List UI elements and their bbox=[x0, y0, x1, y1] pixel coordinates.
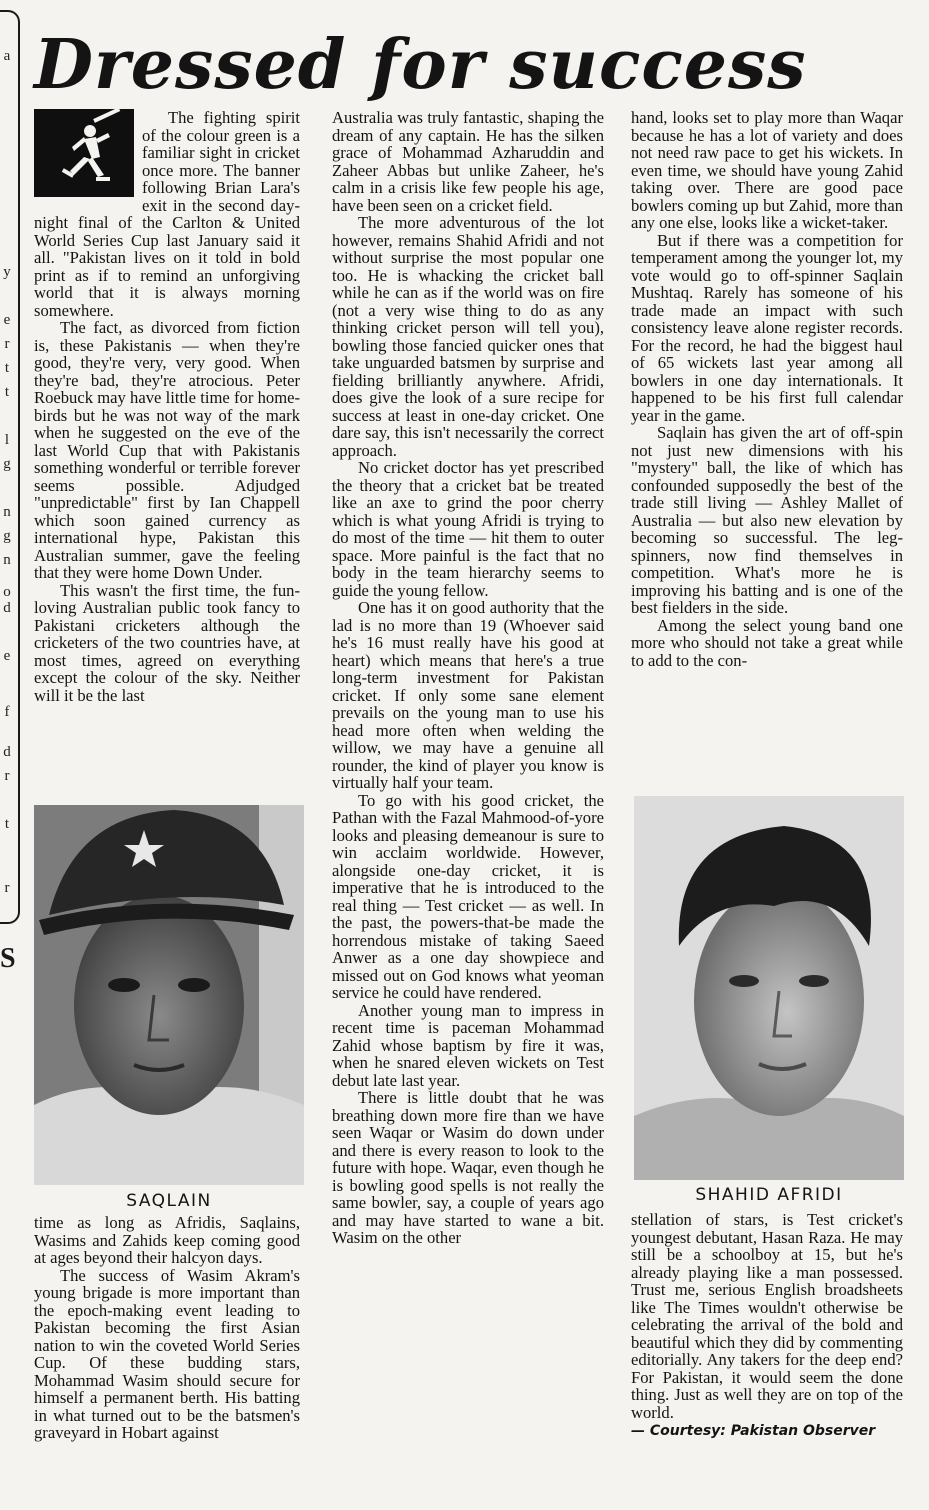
paragraph: One has it on good authority that the lad is no more than 19 (Whoever said he's 16 must really have his good at heart) which means that here's a true long-term investment for Pakistan cricket. If only some sane element prevails on the young man to use his head more often when welding the willow, we may have a genuine all rounder, the kind of player you know is virtually half your team. bbox=[332, 598, 604, 792]
adjacent-column-letter: t bbox=[4, 384, 10, 400]
paragraph: The fact, as divorced from fiction is, these Pakistanis — when they're good, they're very, very good. When they're bad, they're atrocious. Peter Roebuck may have little time for home-birds but he was not way of the mark when he suggested on the eve of the last World Cup that with Pakistanis something wonderful or terrible forever seems possible. Adjudged "unpredictable" first by Ian Chappell which soon gained currency as international hype, Pakistan this Australian summer, gave the feeling that they were home Down Under. bbox=[34, 318, 300, 582]
adjacent-column-letter: d bbox=[3, 600, 11, 616]
paragraph: The success of Wasim Akram's young brigade is more important than the epoch-making event leading to Pakistan becoming the first Asian nation to win the coveted World Series Cup. Of these budding stars, Mohammad Wasim should secure for himself a permanent berth. His batting in what turned out to be the batsmen's graveyard in Hobart against bbox=[34, 1265, 300, 1442]
photo-shahid-afridi bbox=[634, 796, 904, 1180]
adjacent-heading-fragment: S bbox=[0, 943, 16, 974]
paragraph: Australia was truly fantastic, shaping the dream of any captain. He has the silken grace of Mohammad Azharuddin and Zaheer Abbas but unlike Zaheer, he's calm in a crisis like few people his age, have been seen on a cricket field. bbox=[332, 109, 604, 215]
article-column-2 bbox=[332, 109, 604, 1489]
article-column-1 bbox=[34, 109, 300, 804]
adjacent-column-letter: e bbox=[3, 648, 11, 664]
adjacent-column-letter: y bbox=[3, 264, 11, 280]
adjacent-column-letter: a bbox=[3, 48, 11, 64]
paragraph: stellation of stars, is Test cricket's youngest debutant, Hasan Raza. He may still be a schoolboy at 15, but he's already playing like a man possessed. Trust me, serious English broadsheets like The Times wouldn't otherwise be celebrating the arrival of the bold and beautiful which they did by commenting editorially. Any takers for the deep end? For Pakistan, it would seem the done thing. Just as well they are on top of the world. bbox=[631, 1211, 903, 1422]
adjacent-column-letter: n bbox=[3, 504, 11, 520]
headline: Dressed for success bbox=[34, 25, 807, 105]
adjacent-column-letter: t bbox=[4, 816, 10, 832]
source-credit: — Courtesy: Pakistan Observer bbox=[631, 1423, 876, 1439]
adjacent-column-letter: f bbox=[4, 704, 10, 720]
photo-saqlain bbox=[34, 805, 304, 1185]
paragraph: No cricket doctor has yet prescribed the theory that a cricket bat be treated like an axe to grind the poor cherry which is what young Afridi is trying to do most of the time — hit them to outer space. More painful is the fact that no body in the team hierarchy seems to guide the young fellow. bbox=[332, 458, 604, 600]
adjacent-column-letter: r bbox=[4, 768, 10, 784]
photo-caption-saqlain: SAQLAIN bbox=[126, 1191, 212, 1211]
adjacent-column-letter: t bbox=[4, 360, 10, 376]
paragraph: Another young man to impress in recent time is paceman Mohammad Zahid whose baptism by fire it was, when he snared eleven wickets on Test debut late last year. bbox=[332, 1000, 604, 1090]
cricket-logo bbox=[34, 109, 134, 197]
paragraph: Saqlain has given the art of off-spin not just new dimensions with his "mystery" ball, the like of which has confounded supposedly the best of the trade still living — Ashley Mallet of Australia — but also new elevation by becoming so successful. The leg-spinners, now find themselves in competition. What's more he is improving his batting and is one of the best fielders in the side. bbox=[631, 423, 903, 617]
paragraph: Among the select young band one more who should not take a great while to add to the con- bbox=[631, 615, 903, 670]
adjacent-column-letter: g bbox=[3, 456, 11, 472]
paragraph: hand, looks set to play more than Waqar because he has a lot of variety and does not need raw pace to get his wickets. In even time, we should have young Zahid taking over. There are good pace bowlers coming up but Zahid, more than any one else, looks like a wicket-taker. bbox=[631, 109, 903, 232]
paragraph: This wasn't the first time, the fun-loving Australian public took fancy to Pakistani cricketers although the cricketers of the two countries have, at most times, agreed on everything except the colour of the sky. Neither will it be the last bbox=[34, 580, 300, 705]
article-column-1-continued bbox=[34, 1214, 300, 1494]
adjacent-column-letter: r bbox=[4, 336, 10, 352]
paragraph: There is little doubt that he was breathing down more fire than we have seen Waqar or Wasim do down under and there is every reason to look to the future with hope. Waqar, even though he is bowling good spells is not really the same bowler, say, a couple of years ago and may have started to wane a bit. Wasim on the other bbox=[332, 1088, 604, 1247]
paragraph: But if there was a competition for temperament among the younger lot, my vote would go to off-spinner Saqlain Mushtaq. Rarely has someone of his trade made an impact with such consistency leave alone register records. For the record, he had the biggest haul of 65 wickets last year among all bowlers in one day internationals. It happened to be his first full calendar year in the game. bbox=[631, 230, 903, 425]
article-column-3-continued bbox=[631, 1211, 903, 1496]
article-column-3 bbox=[631, 109, 903, 786]
adjacent-column-letter: n bbox=[3, 552, 11, 568]
adjacent-column-letter: l bbox=[4, 432, 10, 448]
adjacent-column-letter: r bbox=[4, 880, 10, 896]
paragraph: The fighting spirit of the colour green is a familiar sight in cricket once more. The banner following Brian Lara's exit in the second day-night final of the Carlton & United World Series Cup last January said it all. "Pakistan lives on it told in bold print as if to remind an unforgiving world that it is always morning somewhere. bbox=[34, 109, 300, 320]
adjacent-column-letter: e bbox=[3, 312, 11, 328]
paragraph: To go with his good cricket, the Pathan with the Fazal Mahmood-of-yore looks and pleasing demeanour is sure to win acclaim worldwide. However, alongside one-day cricket, it is imperative that he is introduced to the real thing — Test cricket — as well. In the past, the powers-that-be made the horrendous mistake of taking Saeed Anwer as a one day showpiece and missed out on God knows what yeoman service he could have rendered. bbox=[332, 790, 604, 1002]
adjacent-column-letter: d bbox=[3, 744, 11, 760]
paragraph: The more adventurous of the lot however, remains Shahid Afridi and not without surprise the most popular one too. He is whacking the cricket ball while he can as if the world was on fire (not a very wise thing to do as any thinking cricket person will tell you), bowling those fancied quicker ones that take unguarded batsmen by surprise and fielding brilliantly anywhere. Afridi, does give the look of a sure recipe for success at least in one-day cricket. One dare say, this isn't necessarily the correct approach. bbox=[332, 213, 604, 460]
batsman-icon bbox=[34, 109, 134, 197]
photo-caption-shahid-afridi: SHAHID AFRIDI bbox=[695, 1185, 843, 1205]
paragraph: time as long as Afridis, Saqlains, Wasims and Zahids keep coming good at ages beyond their halcyon days. bbox=[34, 1214, 300, 1267]
adjacent-column-letter: g bbox=[3, 528, 11, 544]
adjacent-column-letter: o bbox=[3, 584, 11, 600]
